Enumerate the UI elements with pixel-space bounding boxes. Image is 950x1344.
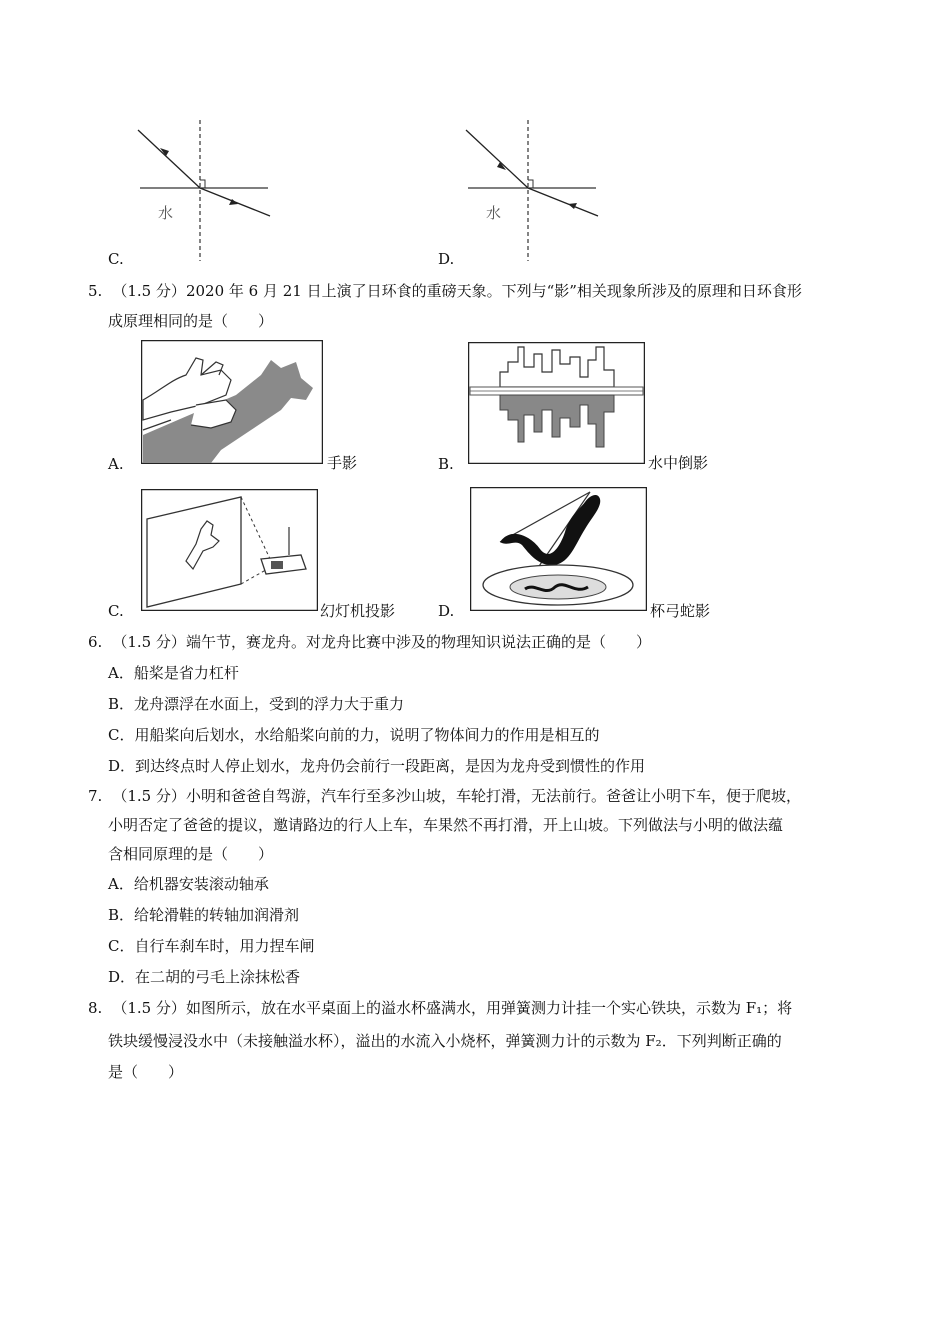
q8-stem-line2: 铁块缓慢浸没水中（未接触溢水杯），溢出的水流入小烧杯，弹簧测力计的示数为 F₂．下列判断正确的: [108, 1032, 782, 1050]
question-number: 6.: [88, 633, 103, 651]
water-label: 水: [486, 204, 502, 222]
question-stem: 如图所示，放在水平桌面上的溢水杯盛满水，用弹簧测力计挂一个实心铁块，示数为 F₁；将: [185, 999, 793, 1017]
water-label: 水: [158, 204, 174, 222]
question-stem: 2020 年 6 月 21 日上演了日环食的重磅天象。下列与“影”相关现象所涉及的原理和日环食形: [185, 282, 802, 300]
q5-caption-c: 幻灯机投影: [320, 602, 396, 620]
q4-figure-c: [130, 118, 280, 263]
q4-option-c[interactable]: C.: [108, 250, 124, 268]
question-number: 7.: [88, 787, 103, 805]
q7-option-d[interactable]: D．在二胡的弓毛上涂抹松香: [108, 968, 301, 986]
q5-stem-line2: 成原理相同的是（ ）: [108, 312, 274, 330]
q5-option-b[interactable]: B.: [438, 455, 454, 473]
q5-figure-c-projector: [141, 489, 318, 611]
question-stem: 小明和爸爸自驾游，汽车行至多沙山坡，车轮打滑，无法前行。爸爸让小明下车，便于爬坡，: [185, 787, 801, 805]
q6-stem: [88, 632, 651, 652]
q5-option-d[interactable]: D.: [438, 602, 455, 620]
q5-figure-d-bow-snake: [470, 487, 647, 611]
question-stem: 端午节，赛龙舟。对龙舟比赛中涉及的物理知识说法正确的是（ ）: [185, 633, 651, 651]
q5-caption-b: 水中倒影: [648, 454, 709, 472]
q7-stem-line2: 小明否定了爸爸的提议，邀请路边的行人上车，车果然不再打滑，开上山坡。下列做法与小明的做法蕴: [108, 816, 784, 834]
question-score: （1.5 分）: [112, 787, 186, 805]
question-score: （1.5 分）: [112, 633, 186, 651]
q6-option-c[interactable]: C．用船桨向后划水，水给船桨向前的力，说明了物体间力的作用是相互的: [108, 726, 600, 744]
q5-caption-a: 手影: [327, 454, 358, 472]
q8-stem-line3: 是（ ）: [108, 1063, 184, 1081]
q5-caption-d: 杯弓蛇影: [650, 602, 711, 620]
q6-option-b[interactable]: B．龙舟漂浮在水面上，受到的浮力大于重力: [108, 695, 405, 713]
q8-stem-line1: [88, 998, 792, 1018]
q5-option-a[interactable]: A.: [108, 455, 124, 473]
q7-option-b[interactable]: B．给轮滑鞋的转轴加润滑剂: [108, 906, 300, 924]
question-score: （1.5 分）: [112, 282, 186, 300]
q6-option-d[interactable]: D．到达终点时人停止划水，龙舟仍会前行一段距离，是因为龙舟受到惯性的作用: [108, 757, 646, 775]
q7-stem-line1: [88, 786, 801, 806]
q5-option-c[interactable]: C.: [108, 602, 124, 620]
q7-stem-line3: 含相同原理的是（ ）: [108, 845, 274, 863]
q7-option-c[interactable]: C．自行车刹车时，用力捏车闸: [108, 937, 315, 955]
q6-option-a[interactable]: A．船桨是省力杠杆: [108, 664, 239, 682]
q5-figure-a-hand-shadow: [141, 340, 323, 464]
q4-option-d[interactable]: D.: [438, 250, 455, 268]
q4-figure-d: [458, 118, 608, 263]
q5-stem-line1: [88, 281, 802, 301]
question-score: （1.5 分）: [112, 999, 186, 1017]
q7-option-a[interactable]: A．给机器安装滚动轴承: [108, 875, 269, 893]
question-number: 8.: [88, 999, 103, 1017]
q5-figure-b-reflection: [468, 342, 645, 464]
question-number: 5.: [88, 282, 103, 300]
